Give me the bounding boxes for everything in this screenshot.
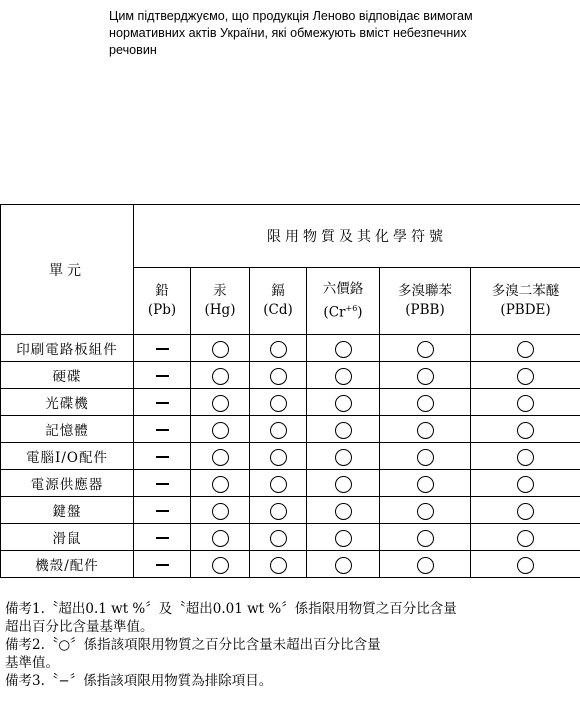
circle-mark <box>270 476 287 493</box>
table-row <box>1 524 580 551</box>
mark-cell <box>380 443 471 470</box>
substances-group-header: 限用物質及其化學符號 <box>134 205 580 268</box>
circle-mark <box>270 530 287 547</box>
substance-header-pbde <box>471 268 580 335</box>
circle-mark <box>212 476 229 493</box>
mark-cell <box>471 551 580 578</box>
substance-symbol: (Cd) <box>263 302 293 318</box>
circle-mark <box>517 449 534 466</box>
substance-symbol: $(Cr^{+6})$ <box>323 303 363 321</box>
substance-header-mercury <box>191 268 250 335</box>
mark-cell <box>471 416 580 443</box>
component-name: 機殼/配件 <box>1 551 134 578</box>
component-name: 電源供應器 <box>1 470 134 497</box>
circle-mark <box>517 557 534 574</box>
table-body <box>1 335 580 578</box>
substance-header-cadmium <box>250 268 307 335</box>
substance-name: 六價鉻 <box>322 280 364 297</box>
intro-line: Цим підтверджуємо, що продукція Леново відповідає вимогам <box>109 9 473 23</box>
substance-symbol: (PBB) <box>405 302 445 318</box>
substance-header-lead <box>134 268 191 335</box>
mark-cell <box>134 362 191 389</box>
mark-cell <box>134 551 191 578</box>
notes-section <box>5 600 577 690</box>
circle-mark <box>517 368 534 385</box>
mark-cell <box>307 470 380 497</box>
circle-mark <box>212 422 229 439</box>
component-name: 記憶體 <box>1 416 134 443</box>
circle-mark <box>417 341 434 358</box>
substance-name: 鎘 <box>271 283 285 299</box>
note-line: 備考3.〝−〞係指該項限用物質為排除項目。 <box>5 673 273 689</box>
circle-mark <box>517 422 534 439</box>
circle-mark <box>270 341 287 358</box>
circle-mark <box>335 422 352 439</box>
component-name: 印刷電路板組件 <box>1 335 134 362</box>
mark-cell <box>134 497 191 524</box>
table-row <box>1 362 580 389</box>
circle-mark <box>417 476 434 493</box>
table-row <box>1 416 580 443</box>
mark-cell <box>250 389 307 416</box>
table-row <box>1 335 580 362</box>
circle-mark <box>270 422 287 439</box>
circle-mark <box>270 503 287 520</box>
mark-cell <box>191 551 250 578</box>
circle-mark <box>212 395 229 412</box>
mark-cell <box>380 470 471 497</box>
circle-mark <box>417 557 434 574</box>
mark-cell <box>380 497 471 524</box>
mark-cell <box>380 416 471 443</box>
mark-cell <box>380 524 471 551</box>
circle-mark <box>517 530 534 547</box>
circle-mark <box>335 503 352 520</box>
circle-mark <box>417 422 434 439</box>
substance-name: 汞 <box>213 283 227 299</box>
circle-mark <box>335 395 352 412</box>
dash-mark <box>156 510 169 512</box>
mark-cell <box>380 389 471 416</box>
circle-mark <box>335 449 352 466</box>
substance-name: 多溴二苯醚 <box>491 283 560 299</box>
substance-name: 多溴聯苯 <box>398 283 452 299</box>
mark-cell <box>134 389 191 416</box>
circle-mark <box>270 557 287 574</box>
component-name: 滑鼠 <box>1 524 134 551</box>
mark-cell <box>250 443 307 470</box>
unit-header: 單元 <box>1 205 134 335</box>
mark-cell <box>250 362 307 389</box>
mark-cell <box>191 389 250 416</box>
substance-header-pbb <box>380 268 471 335</box>
circle-mark <box>212 503 229 520</box>
circle-mark <box>212 557 229 574</box>
table-row <box>1 497 580 524</box>
mark-cell <box>471 497 580 524</box>
mark-cell <box>307 416 380 443</box>
note-line: 超出百分比含量基準值。 <box>5 619 154 635</box>
mark-cell <box>250 470 307 497</box>
substance-symbol: (Pb) <box>147 302 177 318</box>
mark-cell <box>191 362 250 389</box>
dash-mark <box>156 348 169 350</box>
substance-symbol: (Hg) <box>204 302 236 318</box>
mark-cell <box>307 551 380 578</box>
mark-cell <box>250 551 307 578</box>
mark-cell <box>380 335 471 362</box>
circle-mark <box>335 368 352 385</box>
mark-cell <box>471 362 580 389</box>
mark-cell <box>250 416 307 443</box>
dash-mark <box>156 537 169 539</box>
circle-mark <box>417 368 434 385</box>
mark-cell <box>250 335 307 362</box>
mark-cell <box>380 362 471 389</box>
dash-mark <box>156 402 169 404</box>
dash-mark <box>156 375 169 377</box>
mark-cell <box>191 470 250 497</box>
mark-cell <box>471 470 580 497</box>
mark-cell <box>380 551 471 578</box>
circle-mark <box>212 530 229 547</box>
mark-cell <box>134 470 191 497</box>
mark-cell <box>134 416 191 443</box>
substance-header-chromium <box>307 268 380 335</box>
component-name: 鍵盤 <box>1 497 134 524</box>
circle-mark <box>335 476 352 493</box>
substance-symbol: (PBDE) <box>500 302 551 318</box>
mark-cell <box>191 416 250 443</box>
mark-cell <box>191 497 250 524</box>
mark-cell <box>250 524 307 551</box>
circle-mark <box>270 449 287 466</box>
dash-mark <box>156 456 169 458</box>
note-line: 備考2.〝○〞係指該項限用物質之百分比含量未超出百分比含量 <box>5 637 381 653</box>
circle-mark <box>417 395 434 412</box>
circle-mark <box>417 503 434 520</box>
restricted-substances-table <box>0 204 580 578</box>
mark-cell <box>307 497 380 524</box>
mark-cell <box>471 335 580 362</box>
mark-cell <box>471 443 580 470</box>
mark-cell <box>307 524 380 551</box>
dash-mark <box>156 483 169 485</box>
circle-mark <box>517 503 534 520</box>
circle-mark <box>517 341 534 358</box>
mark-cell <box>250 497 307 524</box>
table-row <box>1 470 580 497</box>
circle-mark <box>517 395 534 412</box>
intro-paragraph <box>109 8 580 59</box>
circle-mark <box>335 557 352 574</box>
dash-mark <box>156 429 169 431</box>
note-line: 基準值。 <box>5 655 59 671</box>
table-row <box>1 551 580 578</box>
circle-mark <box>212 341 229 358</box>
circle-mark <box>335 341 352 358</box>
circle-mark <box>417 530 434 547</box>
circle-mark <box>417 449 434 466</box>
circle-mark <box>212 449 229 466</box>
circle-mark <box>270 368 287 385</box>
intro-line: нормативних актів України, які обмежують вміст небезпечних <box>109 26 467 40</box>
mark-cell <box>471 389 580 416</box>
note-line: 備考1.〝超出0.1 wt %〞及〝超出0.01 wt %〞係指限用物質之百分比含量 <box>5 601 457 617</box>
substance-name: 鉛 <box>155 283 169 299</box>
mark-cell <box>134 335 191 362</box>
circle-mark <box>270 395 287 412</box>
mark-cell <box>134 524 191 551</box>
mark-cell <box>191 443 250 470</box>
table-row <box>1 443 580 470</box>
table-row <box>1 389 580 416</box>
circle-mark <box>517 476 534 493</box>
component-name: 硬碟 <box>1 362 134 389</box>
dash-mark <box>156 564 169 566</box>
mark-cell <box>191 524 250 551</box>
circle-mark <box>212 368 229 385</box>
mark-cell <box>307 389 380 416</box>
intro-line: речовин <box>109 43 157 57</box>
mark-cell <box>471 524 580 551</box>
mark-cell <box>134 443 191 470</box>
mark-cell <box>307 362 380 389</box>
component-name: 光碟機 <box>1 389 134 416</box>
mark-cell <box>307 335 380 362</box>
circle-mark <box>335 530 352 547</box>
component-name: 電腦I/O配件 <box>1 443 134 470</box>
mark-cell <box>191 335 250 362</box>
mark-cell <box>307 443 380 470</box>
